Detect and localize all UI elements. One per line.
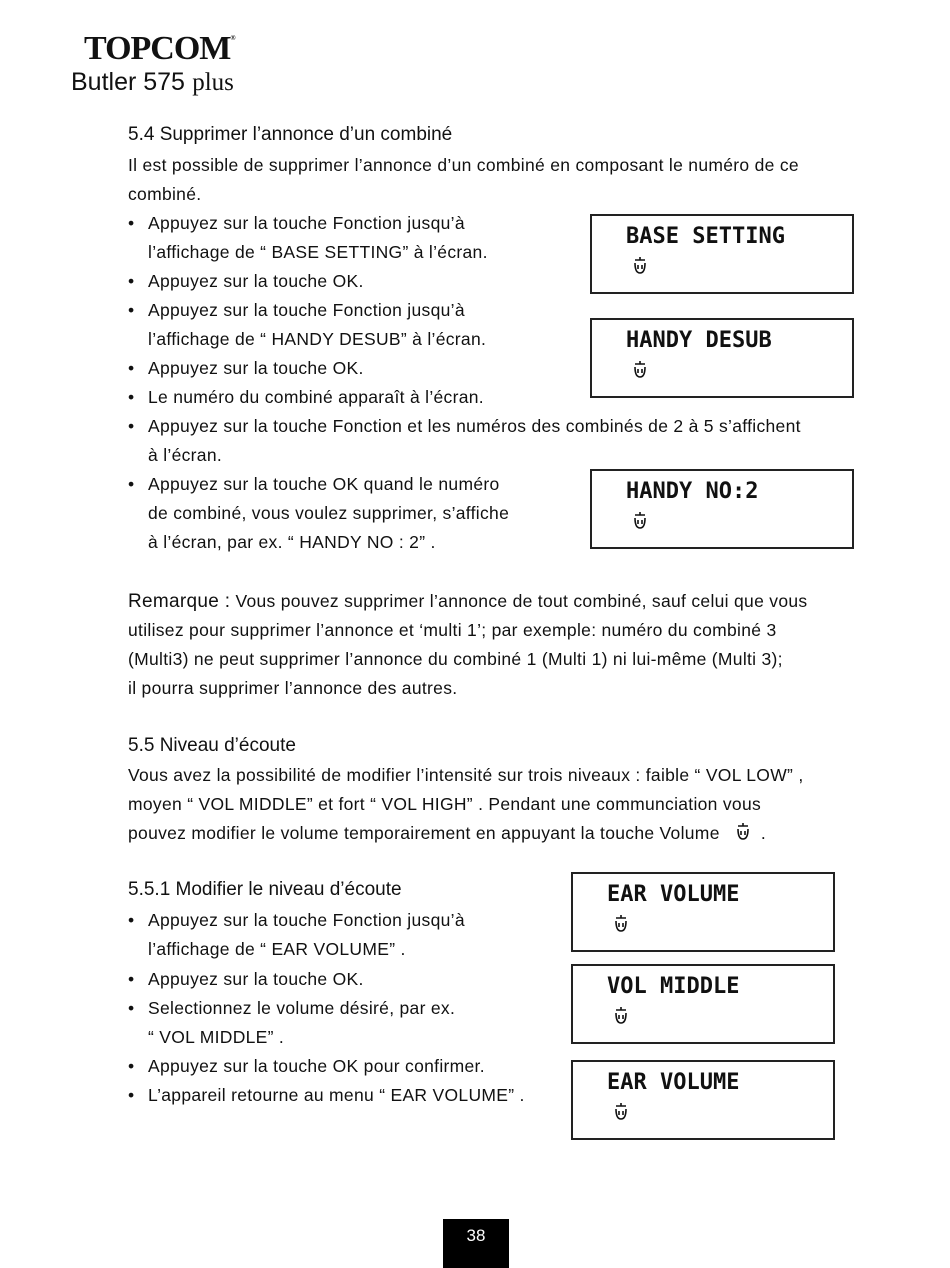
bullet-item: • Appuyez sur la touche OK pour confirmer. [128,1052,485,1081]
bullet-item: • Appuyez sur la touche Fonction jusqu’à l’affichage de “ HANDY DESUB” à l’écran. [128,296,486,354]
page-number: 38 [443,1219,509,1268]
section-title-5-4: 5.4 Supprimer l’annonce d’un combiné [128,124,453,145]
remark-label: Remarque : [128,591,231,612]
lcd-display [590,469,854,549]
lcd-display [590,214,854,294]
bullet-item: • Appuyez sur la touche OK. [128,965,364,994]
paragraph-line: Il est possible de supprimer l’annonce d’un combiné en composant le numéro de ce [128,155,799,175]
handset-volume-icon [613,1102,629,1120]
brand-logo: TOPCOM® [84,30,235,67]
handset-volume-icon [613,914,629,932]
bullet-item: • Appuyez sur la touche Fonction jusqu’à l’affichage de “ BASE SETTING” à l’écran. [128,209,488,267]
lcd-display [590,318,854,398]
lcd-text: BASE SETTING [626,224,785,249]
bullet-item: • Selectionnez le volume désiré, par ex. “ VOL MIDDLE” . [128,994,455,1052]
lcd-display [571,964,835,1044]
model-suffix: plus [192,69,234,96]
remark-line: il pourra supprimer l’annonce des autres. [128,678,458,698]
lcd-text: EAR VOLUME [607,1070,740,1095]
section-title-5-5-1: 5.5.1 Modifier le niveau d’écoute [128,879,402,900]
paragraph-line: moyen “ VOL MIDDLE” et fort “ VOL HIGH” . Pendant une communciation vous [128,794,762,814]
lcd-text: HANDY DESUB [626,328,772,353]
bullet-item: • Appuyez sur la touche Fonction et les numéros des combinés de 2 à 5 s’affichent à l’écran. [128,412,801,470]
bullet-item: • L’appareil retourne au menu “ EAR VOLUME” . [128,1081,525,1110]
handset-volume-icon [632,511,648,529]
handset-volume-icon [632,256,648,274]
remark-line: (Multi3) ne peut supprimer l’annonce du combiné 1 (Multi 1) ni lui-même (Multi 3); [128,649,783,669]
section-title-5-5: 5.5 Niveau d’écoute [128,735,296,756]
lcd-text: VOL MIDDLE [607,974,740,999]
handset-volume-icon [632,360,648,378]
volume-key-icon [735,822,751,840]
paragraph-line: Vous avez la possibilité de modifier l’intensité sur trois niveaux : faible “ VOL LOW” , [128,765,804,785]
lcd-text: EAR VOLUME [607,882,740,907]
bullet-item: • Le numéro du combiné apparaît à l’écran. [128,383,484,412]
remark-line: utilisez pour supprimer l’annonce et ‘multi 1’; par exemple: numéro du combiné 3 [128,620,777,640]
lcd-text: HANDY NO:2 [626,479,759,504]
lcd-display [571,872,835,952]
bullet-item: • Appuyez sur la touche OK quand le numéro de combiné, vous voulez supprimer, s’affiche à l’écran, par ex. “ HANDY NO : 2” . [128,470,509,557]
bullet-item: • Appuyez sur la touche Fonction jusqu’à l’affichage de “ EAR VOLUME” . [128,906,465,964]
model-name [71,66,234,97]
paragraph-line: combiné. [128,184,202,204]
remark-line: Remarque : Vous pouvez supprimer l’annonce de tout combiné, sauf celui que vous [128,591,808,612]
handset-volume-icon [613,1006,629,1024]
paragraph-line: pouvez modifier le volume temporairement en appuyant la touche Volume . [128,823,767,843]
bullet-item: • Appuyez sur la touche OK. [128,354,364,383]
bullet-item: • Appuyez sur la touche OK. [128,267,364,296]
lcd-display [571,1060,835,1140]
model-number: Butler 575 [71,68,185,96]
